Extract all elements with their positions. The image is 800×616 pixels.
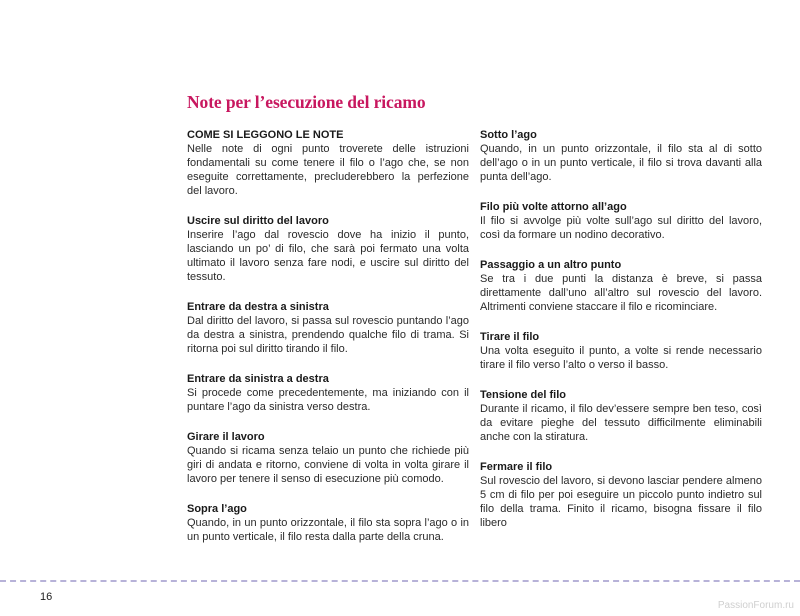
section-heading: Sopra l’ago bbox=[187, 503, 247, 515]
section-filo-piu-volte bbox=[480, 200, 762, 242]
section-body: Sul rovescio del lavoro, si devono lasciar pendere almeno 5 cm di filo per poi eseguire un piccolo punto indietro sul filo della trama. Finito il ricamo, bisogna fissare il filo libero bbox=[480, 475, 762, 529]
section-body: Quando, in un punto orizzontale, il filo sta al di sotto dell’ago o in un punto verticale, il filo si trova davanti alla punta dell’ago. bbox=[480, 143, 762, 183]
section-entrare-destra-sinistra bbox=[187, 300, 469, 356]
section-tirare-il-filo bbox=[480, 330, 762, 372]
section-heading: Tirare il filo bbox=[480, 331, 540, 343]
section-body: Inserire l’ago dal rovescio dove ha inizio il punto, lasciando un po’ di filo, che sarà poi fermato una volta ultimato il lavoro senza fare nodi, e uscire sul diritto del tessuto. bbox=[187, 229, 469, 283]
page-title: Note per l’esecuzione del ricamo bbox=[187, 92, 426, 112]
section-sopra-l-ago bbox=[187, 502, 469, 544]
section-heading: Girare il lavoro bbox=[187, 431, 265, 443]
watermark: PassionForum.ru bbox=[717, 600, 794, 611]
section-uscire-sul-diritto bbox=[187, 214, 469, 284]
section-tensione-del-filo bbox=[480, 388, 762, 444]
section-body: Nelle note di ogni punto troverete delle istruzioni fondamentali su come tenere il filo o l’ago che, se non eseguite correttamente, precluderebbero la perfezione del lavoro. bbox=[187, 143, 469, 197]
section-heading: Uscire sul diritto del lavoro bbox=[187, 215, 329, 227]
section-body: Una volta eseguito il punto, a volte si rende necessario tirare il filo verso l’alto o verso il basso. bbox=[480, 345, 762, 371]
section-body: Il filo si avvolge più volte sull’ago sul diritto del lavoro, così da formare un nodino decorativo. bbox=[480, 215, 762, 241]
section-body: Durante il ricamo, il filo dev’essere sempre ben teso, così da evitare pieghe del tessuto difficilmente eliminabili anche con la stiratura. bbox=[480, 403, 762, 443]
section-sotto-l-ago bbox=[480, 128, 762, 184]
section-heading: Sotto l’ago bbox=[480, 129, 537, 141]
section-body: Quando, in un punto orizzontale, il filo sta sopra l’ago o in un punto verticale, il filo resta dalla parte della cruna. bbox=[187, 517, 469, 543]
section-heading: Entrare da destra a sinistra bbox=[187, 301, 329, 313]
section-body: Si procede come precedentemente, ma iniziando con il puntare l’ago da sinistra verso destra. bbox=[187, 387, 469, 413]
right-column bbox=[480, 128, 762, 546]
section-body: Se tra i due punti la distanza è breve, si passa direttamente dall’uno all’altro sul rovescio del lavoro. Altrimenti conviene staccare il filo e ricominciare. bbox=[480, 273, 762, 313]
section-heading: Tensione del filo bbox=[480, 389, 566, 401]
section-come-si-leggono bbox=[187, 128, 469, 198]
section-passaggio-altro-punto bbox=[480, 258, 762, 314]
section-heading: Filo più volte attorno all’ago bbox=[480, 201, 627, 213]
section-heading: Passaggio a un altro punto bbox=[480, 259, 622, 271]
section-body: Dal diritto del lavoro, si passa sul rovescio puntando l’ago da destra a sinistra, prendendo qualche filo di trama. Si ritorna poi sul diritto tirando il filo. bbox=[187, 315, 469, 355]
section-entrare-sinistra-destra bbox=[187, 372, 469, 414]
footer-divider bbox=[0, 580, 800, 582]
page-number: 16 bbox=[40, 591, 53, 603]
section-heading: Entrare da sinistra a destra bbox=[187, 373, 329, 385]
left-column bbox=[187, 128, 469, 560]
section-heading: Fermare il filo bbox=[480, 461, 553, 473]
section-heading: COME SI LEGGONO LE NOTE bbox=[187, 129, 344, 141]
section-body: Quando si ricama senza telaio un punto che richiede più giri di andata e ritorno, conviene di volta in volta girare il lavoro per tenere il senso di esecuzione più comodo. bbox=[187, 445, 469, 485]
section-fermare-il-filo bbox=[480, 460, 762, 530]
section-girare-il-lavoro bbox=[187, 430, 469, 486]
